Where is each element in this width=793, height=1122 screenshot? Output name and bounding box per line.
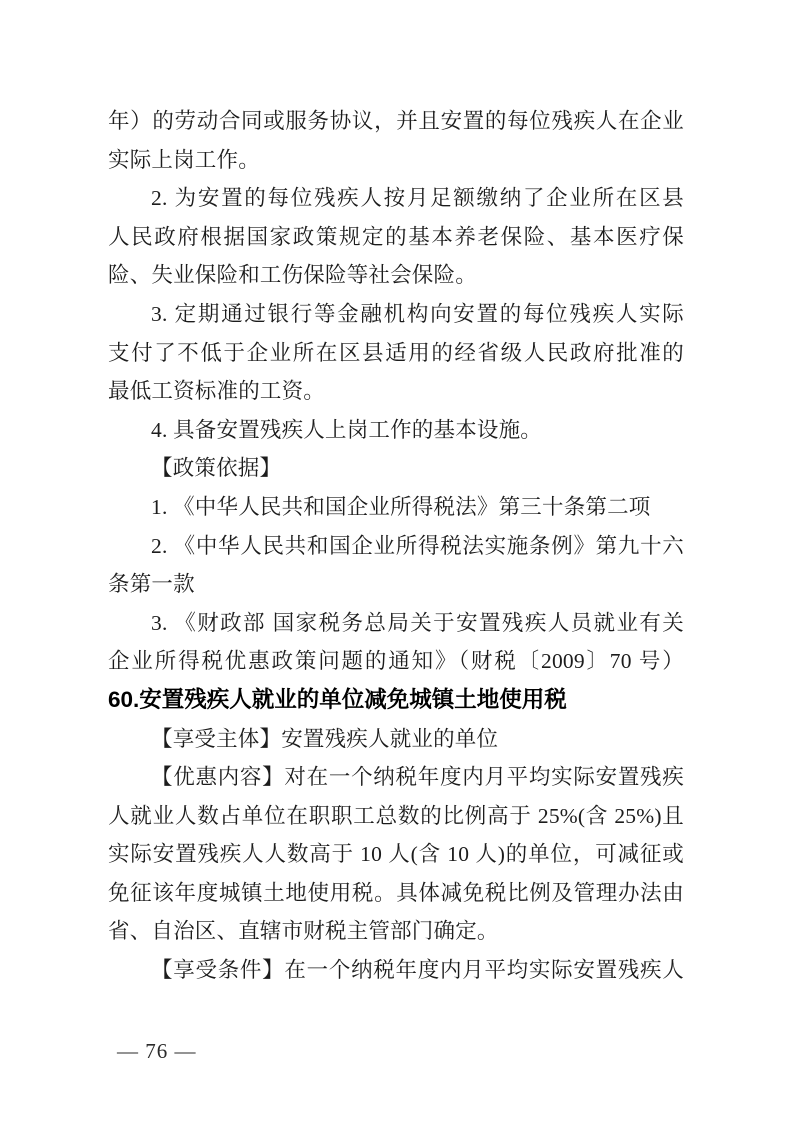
text-line: 【享受主体】安置残疾人就业的单位 <box>151 726 499 751</box>
document-body <box>108 102 684 990</box>
text-line: 【政策依据】 <box>151 456 282 481</box>
text-line: 实际安置残疾人人数高于 10 人(含 10 人)的单位，可减征或 <box>108 842 684 867</box>
text-line: 人民政府根据国家政策规定的基本养老保险、基本医疗保 <box>108 224 684 249</box>
text-line: 1. 《中华人民共和国企业所得税法》第三十条第二项 <box>151 494 651 519</box>
text-line: 3. 《财政部 国家税务总局关于安置残疾人员就业有关 <box>151 610 684 635</box>
text-line: 年）的劳动合同或服务协议，并且安置的每位残疾人在企业 <box>108 109 684 133</box>
text-line: 【优惠内容】对在一个纳税年度内月平均实际安置残疾 <box>151 765 684 790</box>
text-line: 人就业人数占单位在职职工总数的比例高于 25%(含 25%)且 <box>108 803 684 828</box>
text-line: 险、失业保险和工伤保险等社会保险。 <box>108 263 477 288</box>
text-line: 支付了不低于企业所在区县适用的经省级人民政府批准的 <box>108 340 684 365</box>
text-line: 3. 定期通过银行等金融机构向安置的每位残疾人实际 <box>151 301 684 326</box>
text-line: 【享受条件】在一个纳税年度内月平均实际安置残疾人 <box>151 958 684 983</box>
text-line: 4. 具备安置残疾人上岗工作的基本设施。 <box>151 417 543 442</box>
page-number: — 76 — <box>117 1039 197 1063</box>
text-line: 企业所得税优惠政策问题的通知》（财税〔2009〕70 号） <box>108 649 684 674</box>
text-line: 实际上岗工作。 <box>108 147 260 172</box>
text-line: 省、自治区、直辖市财税主管部门确定。 <box>108 919 499 944</box>
text-line: 最低工资标准的工资。 <box>108 379 326 404</box>
section-heading: 60.安置残疾人就业的单位减免城镇土地使用税 <box>108 686 567 712</box>
text-line: 条第一款 <box>108 572 195 597</box>
text-line: 免征该年度城镇土地使用税。具体减免税比例及管理办法由 <box>108 880 684 905</box>
text-line: 2. 《中华人民共和国企业所得税法实施条例》第九十六 <box>151 533 684 558</box>
text-line: 2. 为安置的每位残疾人按月足额缴纳了企业所在区县 <box>151 186 684 211</box>
